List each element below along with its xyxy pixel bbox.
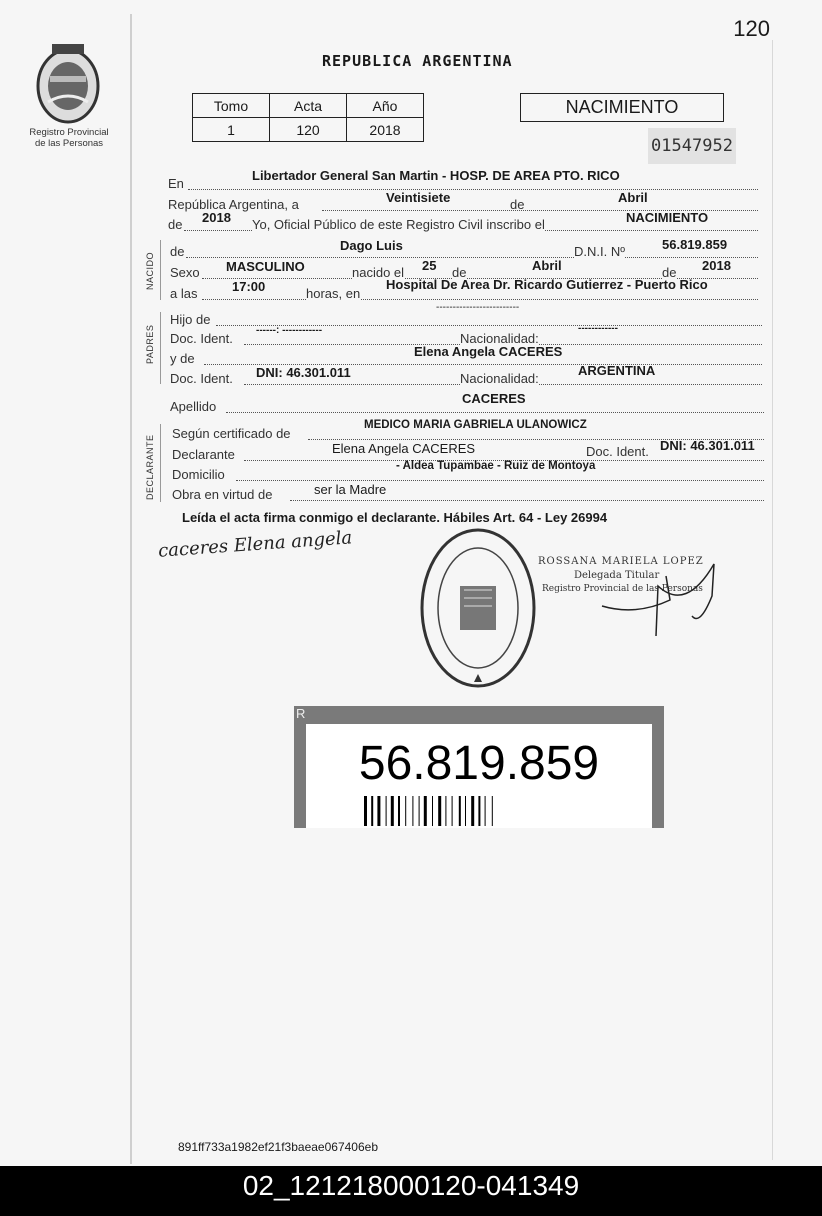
day-words: Veintisiete bbox=[386, 190, 451, 205]
dotted-line bbox=[290, 499, 764, 501]
official-org: Registro Provincial de las Personas bbox=[542, 584, 703, 594]
dotted-line bbox=[202, 298, 758, 300]
birth-year: 2018 bbox=[702, 258, 731, 273]
margin-line bbox=[130, 14, 132, 1164]
label-de: de bbox=[452, 265, 467, 280]
by-virtue-value: ser la Madre bbox=[314, 482, 387, 497]
footer-id: 02_121218000120-041349 bbox=[242, 1170, 580, 1201]
month-value: Abril bbox=[618, 190, 648, 205]
birth-day: 25 bbox=[422, 258, 437, 273]
label-republica: República Argentina, a bbox=[168, 197, 299, 212]
domicile-value: - Aldea Tupambae - Ruiz de Montoya bbox=[396, 460, 596, 472]
label-declarante: Declarante bbox=[172, 447, 235, 462]
label-horas: horas, en bbox=[306, 286, 361, 301]
declarant-signature: caceres Elena angela bbox=[157, 527, 353, 562]
security-pattern bbox=[296, 706, 662, 722]
mother-nationality: ARGENTINA bbox=[578, 363, 656, 378]
barcode-bar bbox=[412, 796, 413, 826]
barcode-bar bbox=[465, 796, 466, 826]
barcode-bar bbox=[478, 796, 480, 826]
father-nationality: ------------ bbox=[578, 323, 618, 334]
barcode-bar bbox=[459, 796, 461, 826]
dotted-line bbox=[186, 256, 758, 258]
barcode-bar bbox=[405, 796, 406, 826]
barcode-bar bbox=[471, 796, 474, 826]
label-domicilio: Domicilio bbox=[172, 467, 225, 482]
mother-doc: DNI: 46.301.011 bbox=[256, 365, 351, 380]
label-obra: Obra en virtud de bbox=[172, 487, 273, 502]
footer-id-bar bbox=[0, 1166, 822, 1216]
label-de2: de bbox=[662, 265, 677, 280]
label-doc-ident: Doc. Ident. bbox=[170, 371, 233, 386]
barcode-bar bbox=[452, 796, 453, 826]
barcode-bar bbox=[492, 796, 493, 826]
label-segun-certificado: Según certificado de bbox=[172, 426, 291, 441]
label-nacionalidad: Nacionalidad: bbox=[460, 371, 539, 386]
barcode-bar bbox=[445, 796, 446, 826]
father-name: ------------------------- bbox=[436, 302, 520, 313]
barcode-bar bbox=[377, 796, 380, 826]
barcode-bar bbox=[371, 796, 373, 826]
official-signature-icon bbox=[596, 556, 726, 646]
logo-caption-line1: Registro Provincial bbox=[29, 127, 109, 138]
header-tomo: Tomo bbox=[193, 94, 270, 118]
document-title: REPUBLICA ARGENTINA bbox=[322, 52, 513, 70]
label-a-las: a las bbox=[170, 286, 198, 301]
right-margin-line bbox=[772, 40, 773, 1160]
page-number: 120 bbox=[733, 16, 770, 41]
surname-value: CACERES bbox=[462, 391, 526, 406]
logo-caption-line2: de las Personas bbox=[34, 138, 104, 149]
label-hijo-de: Hijo de bbox=[170, 312, 211, 327]
birth-time: 17:00 bbox=[232, 279, 266, 294]
label-nacido-el: nacido el bbox=[352, 265, 405, 280]
label-de2: de bbox=[168, 217, 183, 232]
dotted-line bbox=[236, 479, 764, 481]
father-doc: ------: ------------ bbox=[256, 325, 323, 336]
dni-big-number: 56.819.859 bbox=[358, 737, 600, 790]
label-doc-ident: Doc. Ident. bbox=[586, 444, 649, 459]
barcode-bar bbox=[424, 796, 427, 826]
event-value: NACIMIENTO bbox=[626, 210, 709, 225]
declarant-doc: DNI: 46.301.011 bbox=[660, 438, 755, 453]
document-hash: 891ff733a1982ef21f3baeae067406eb bbox=[178, 1140, 378, 1154]
label-doc-ident: Doc. Ident. bbox=[170, 331, 233, 346]
header-ano: Año bbox=[347, 94, 424, 118]
value-acta: 120 bbox=[270, 118, 347, 142]
label-nacionalidad: Nacionalidad: bbox=[460, 331, 539, 346]
section-bracket bbox=[160, 424, 167, 502]
dotted-line bbox=[188, 188, 758, 190]
record-table bbox=[192, 93, 424, 142]
official-name: ROSSANA MARIELA LOPEZ bbox=[538, 556, 704, 567]
label-officer: Yo, Oficial Público de este Registro Civil inscribo el bbox=[252, 217, 545, 232]
child-name: Dago Luis bbox=[340, 238, 403, 253]
label-sexo: Sexo bbox=[170, 265, 200, 280]
header-acta: Acta bbox=[270, 94, 347, 118]
birth-month: Abril bbox=[532, 258, 562, 273]
barcode-bar bbox=[391, 796, 394, 826]
barcode-bar bbox=[419, 796, 420, 826]
birth-place: Hospital De Area Dr. Ricardo Gutierrez - Puerto Rico bbox=[386, 277, 708, 292]
barcode-icon bbox=[364, 796, 588, 826]
barcode-bar bbox=[398, 796, 400, 826]
section-label-nacido: NACIDO bbox=[145, 251, 155, 290]
sex-value: MASCULINO bbox=[226, 259, 305, 274]
section-bracket bbox=[160, 240, 167, 300]
pattern-letter: R bbox=[296, 706, 327, 721]
serial-number: 01547952 bbox=[648, 128, 736, 164]
value-ano: 2018 bbox=[347, 118, 424, 142]
section-label-declarante: DECLARANTE bbox=[145, 434, 155, 500]
logo-caption bbox=[20, 127, 118, 149]
label-y-de: y de bbox=[170, 351, 195, 366]
label-en: En bbox=[168, 176, 184, 191]
label-apellido: Apellido bbox=[170, 399, 217, 414]
barcode-bar bbox=[364, 796, 367, 826]
child-dni: 56.819.859 bbox=[662, 237, 728, 252]
place-value: Libertador General San Martin - HOSP. DE AREA PTO. RICO bbox=[252, 168, 620, 183]
record-type-box: NACIMIENTO bbox=[520, 93, 724, 122]
closing-statement: Leída el acta firma conmigo el declarante. Hábiles Art. 64 - Ley 26994 bbox=[182, 510, 608, 525]
value-tomo: 1 bbox=[193, 118, 270, 142]
label-dni: D.N.I. Nº bbox=[574, 244, 625, 259]
section-bracket bbox=[160, 312, 167, 384]
dotted-line bbox=[226, 411, 764, 413]
declarant-name: Elena Angela CACERES bbox=[332, 441, 476, 456]
mother-name: Elena Angela CACERES bbox=[414, 344, 563, 359]
registry-stamp-icon bbox=[416, 524, 540, 692]
official-role: Delegada Titular bbox=[574, 570, 660, 581]
barcode-bar bbox=[432, 796, 433, 826]
certificate-by: MEDICO MARIA GABRIELA ULANOWICZ bbox=[364, 419, 587, 431]
label-de: de bbox=[510, 197, 525, 212]
section-label-padres: PADRES bbox=[145, 324, 155, 364]
barcode-bar bbox=[438, 796, 441, 826]
year-value: 2018 bbox=[202, 210, 231, 225]
barcode-bar bbox=[386, 796, 387, 826]
provincial-seal-icon bbox=[30, 42, 106, 126]
barcode-bar bbox=[485, 796, 486, 826]
label-de: de bbox=[170, 244, 185, 259]
